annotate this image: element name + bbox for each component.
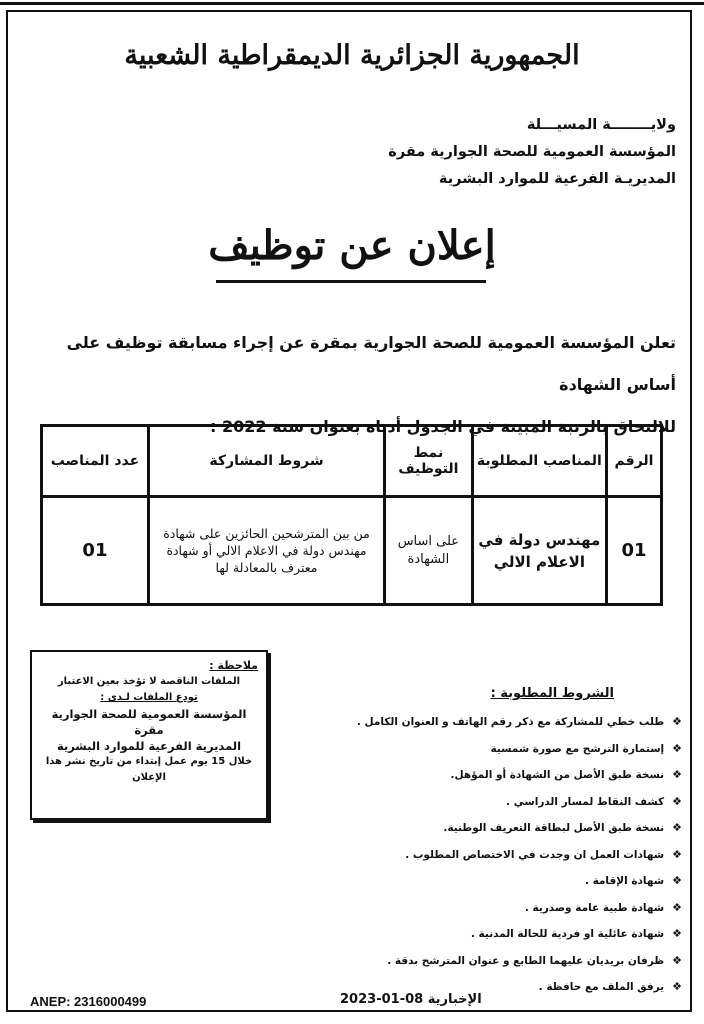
list-item: ❖شهادة طبية عامة وصدرية . — [302, 898, 682, 925]
cell-position: مهندس دولة في الاعلام الالي — [472, 497, 606, 605]
top-rule — [0, 2, 704, 5]
note-line-3: المؤسسة العمومية للصحة الجوارية مقرة — [51, 707, 247, 737]
title-underline — [216, 280, 486, 283]
diamond-bullet-icon: ❖ — [672, 980, 682, 993]
cell-mode: على اساس الشهادة — [385, 497, 473, 605]
header-position: المناصب المطلوبة — [472, 426, 606, 497]
table-header-row — [42, 426, 662, 497]
header-count: عدد المناصب — [42, 426, 149, 497]
list-item: ❖يرفق الملف مع حافظة . — [302, 977, 682, 1004]
institution-line: المؤسسة العمومية للصحة الجوارية مقرة — [388, 144, 676, 160]
list-item: ❖شهادات العمل ان وجدت في الاختصاص المطلوب . — [302, 845, 682, 872]
requirements-heading: الشروط المطلوبة : — [490, 686, 614, 701]
cell-count: 01 — [42, 497, 149, 605]
list-item: ❖نسخة طبق الأصل من الشهادة أو المؤهل. — [302, 765, 682, 792]
directorate-line: المديريـة الفرعية للموارد البشرية — [438, 171, 676, 187]
header-number: الرقم — [607, 426, 662, 497]
diamond-bullet-icon: ❖ — [672, 768, 682, 781]
diamond-bullet-icon: ❖ — [672, 874, 682, 887]
header-conditions: شروط المشاركة — [148, 426, 384, 497]
diamond-bullet-icon: ❖ — [672, 847, 682, 861]
note-line-2: تودع الملفات لـدى : — [100, 692, 198, 703]
list-item: ❖شهادة الإقامة . — [302, 871, 682, 898]
note-line-5: خلال 15 يوم عمل إبتداء من تاريخ نشر هذا الإعلان — [45, 756, 253, 783]
positions-table — [40, 424, 663, 606]
requirements-list — [302, 712, 682, 1004]
list-item: ❖كشف النقاط لمسار الدراسي . — [302, 792, 682, 819]
diamond-bullet-icon: ❖ — [672, 821, 682, 834]
intro-line-2: للالتحاق بالرتبة المبينة في الجدول أدناه بعنوان سنة 2022 : — [210, 417, 676, 436]
list-item: ❖ظرفان بريديان عليهما الطابع و عنوان المترشح بدقة . — [302, 951, 682, 978]
diamond-bullet-icon: ❖ — [672, 927, 682, 940]
list-item: ❖نسخة طبق الأصل لبطاقة التعريف الوطنية. — [302, 818, 682, 845]
issuer-block — [356, 112, 676, 193]
table-row — [42, 497, 662, 605]
republic-title: الجمهورية الجزائرية الديمقراطية الشعبية — [124, 40, 580, 71]
note-title: ملاحظة : — [209, 659, 258, 672]
wilaya-line: ولايــــــــة المسيـــلة — [526, 117, 676, 133]
anep-code: ANEP: 2316000499 — [30, 994, 147, 1009]
publication-source: الإخبارية 08-01-2023 — [340, 992, 482, 1007]
header-mode: نمط التوظيف — [385, 426, 473, 497]
diamond-bullet-icon: ❖ — [672, 715, 682, 728]
note-box — [30, 650, 268, 820]
diamond-bullet-icon: ❖ — [672, 741, 682, 755]
diamond-bullet-icon: ❖ — [672, 900, 682, 914]
announcement-title: إعلان عن توظيف — [208, 222, 496, 269]
cell-conditions: من بين المترشحين الحائزين على شهادة مهندس دولة في الاعلام الالي أو شهادة معترف بالمعادلة لها — [148, 497, 384, 605]
note-line-1: الملفات الناقصة لا تؤخذ بعين الاعتبار — [57, 676, 241, 687]
list-item: ❖شهادة عائلية او فردية للحالة المدنية . — [302, 924, 682, 951]
intro-line-1: تعلن المؤسسة العمومية للصحة الجوارية بمقرة عن إجراء مسابقة توظيف على أساس الشهادة — [66, 333, 676, 394]
diamond-bullet-icon: ❖ — [672, 794, 682, 808]
note-line-4: المديرية الفرعية للموارد البشرية — [56, 739, 242, 753]
list-item: ❖إستمارة الترشح مع صورة شمسية — [302, 739, 682, 766]
list-item: ❖طلب خطي للمشاركة مع ذكر رقم الهاتف و العنوان الكامل . — [302, 712, 682, 739]
cell-number: 01 — [607, 497, 662, 605]
diamond-bullet-icon: ❖ — [672, 953, 682, 967]
